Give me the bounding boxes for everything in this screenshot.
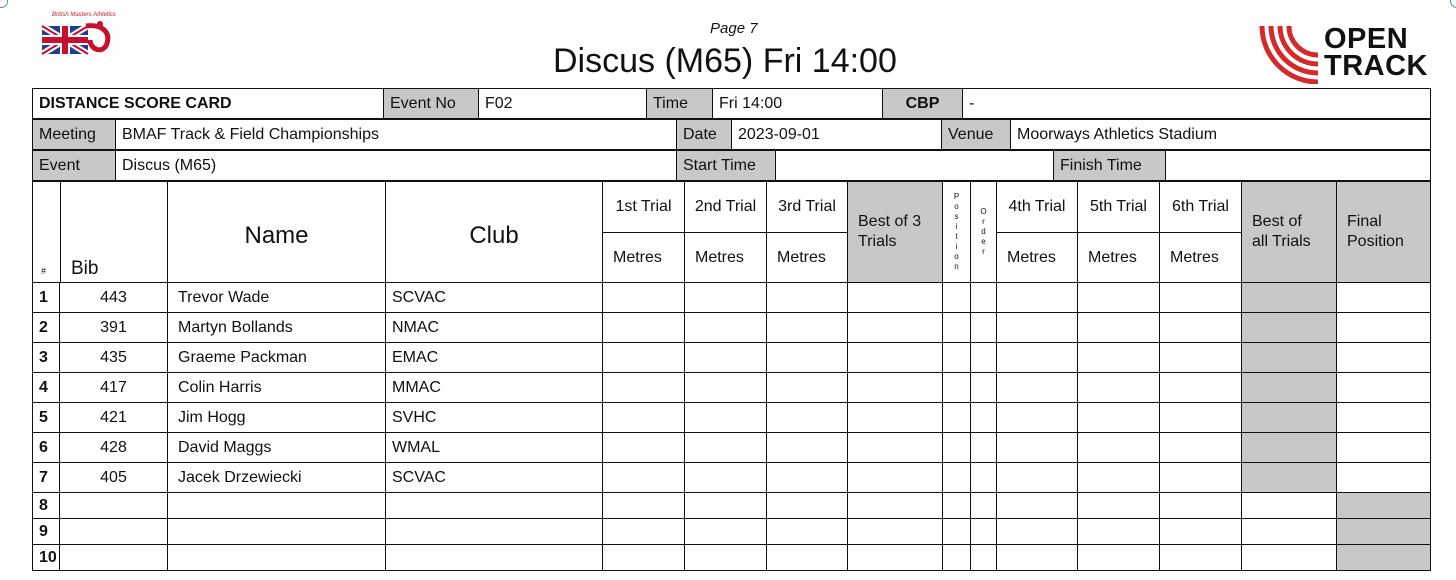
date-value: 2023-09-01 <box>732 120 942 150</box>
row-trial-1-cell <box>603 283 685 313</box>
position-header-letter: n <box>954 262 959 271</box>
trial-1-header: 1st Trial Metres <box>603 182 685 283</box>
table-row <box>33 545 1431 571</box>
row-position-cell <box>943 343 971 373</box>
row-number: 3 <box>33 343 60 373</box>
page-number: Page 7 <box>710 20 758 37</box>
order-header-letter: r <box>982 217 985 226</box>
best-of-all-header: Best of all Trials <box>1242 182 1337 283</box>
finish-time-label: Finish Time <box>1054 151 1166 181</box>
row-position-cell <box>943 545 971 571</box>
trial-4-header: 4th Trial Metres <box>997 182 1078 283</box>
row-best-of-all-cell <box>1242 519 1337 545</box>
row-trial-5-cell <box>1078 373 1160 403</box>
club-header: Club <box>386 182 603 283</box>
row-club: NMAC <box>386 313 603 343</box>
row-number: 8 <box>33 493 60 519</box>
final-position-header: Final Position <box>1337 182 1431 283</box>
best-of-3-header: Best of 3 Trials <box>848 182 943 283</box>
row-bib: 428 <box>60 433 168 463</box>
row-trial-5-cell <box>1078 463 1160 493</box>
table-row <box>33 373 1431 403</box>
row-best-of-3-cell <box>848 313 943 343</box>
trial-3-header: 3rd Trial Metres <box>767 182 848 283</box>
row-order-cell <box>971 313 997 343</box>
meeting-value: BMAF Track & Field Championships <box>116 120 677 150</box>
row-trial-1-cell <box>603 433 685 463</box>
row-trial-4-cell <box>997 313 1078 343</box>
row-best-of-all-cell <box>1242 463 1337 493</box>
row-trial-6-cell <box>1160 463 1242 493</box>
position-header-letter: t <box>955 232 958 241</box>
row-best-of-3-cell <box>848 519 943 545</box>
row-best-of-3-cell <box>848 493 943 519</box>
row-final-position-cell <box>1337 545 1431 571</box>
position-header-letter: i <box>955 242 958 251</box>
row-trial-2-cell <box>685 493 767 519</box>
row-trial-1-cell <box>603 519 685 545</box>
start-time-label: Start Time <box>677 151 776 181</box>
row-number: 10 <box>33 545 60 571</box>
row-bib <box>60 545 168 571</box>
row-trial-3-cell <box>767 373 848 403</box>
row-trial-1-cell <box>603 373 685 403</box>
time-label: Time <box>647 89 713 119</box>
order-header-letter: r <box>982 247 985 256</box>
row-trial-3-cell <box>767 463 848 493</box>
row-trial-6-cell <box>1160 373 1242 403</box>
row-trial-1-cell <box>603 493 685 519</box>
row-club <box>386 493 603 519</box>
row-position-cell <box>943 283 971 313</box>
row-position-cell <box>943 493 971 519</box>
name-header: Name <box>168 182 386 283</box>
row-trial-2-cell <box>685 403 767 433</box>
row-club: SVHC <box>386 403 603 433</box>
row-athlete-name: Colin Harris <box>168 373 386 403</box>
row-trial-5-cell <box>1078 493 1160 519</box>
row-trial-4-cell <box>997 433 1078 463</box>
row-club: SCVAC <box>386 283 603 313</box>
row-number: 1 <box>33 283 60 313</box>
row-athlete-name: Jacek Drzewiecki <box>168 463 386 493</box>
table-row <box>33 283 1431 313</box>
row-final-position-cell <box>1337 493 1431 519</box>
bmaf-logo-text: British Masters Athletics <box>52 12 116 18</box>
row-trial-5-cell <box>1078 403 1160 433</box>
row-club: EMAC <box>386 343 603 373</box>
opentrack-arc-icon <box>1256 22 1324 84</box>
row-trial-6-cell <box>1160 403 1242 433</box>
hash-bib-header <box>33 182 168 283</box>
row-final-position-cell <box>1337 433 1431 463</box>
row-trial-6-cell <box>1160 433 1242 463</box>
row-trial-2-cell <box>685 433 767 463</box>
row-trial-6-cell <box>1160 283 1242 313</box>
row-position-cell <box>943 313 971 343</box>
row-best-of-all-cell <box>1242 545 1337 571</box>
row-trial-3-cell <box>767 433 848 463</box>
row-trial-6-cell <box>1160 313 1242 343</box>
row-trial-1-cell <box>603 545 685 571</box>
finish-time-value <box>1166 151 1431 181</box>
row-bib: 443 <box>60 283 168 313</box>
row-trial-1-cell <box>603 343 685 373</box>
row-trial-2-cell <box>685 313 767 343</box>
position-header-letter: o <box>954 202 959 211</box>
row-trial-4-cell <box>997 519 1078 545</box>
date-label: Date <box>677 120 732 150</box>
row-bib: 421 <box>60 403 168 433</box>
row-best-of-3-cell <box>848 373 943 403</box>
row-athlete-name: Jim Hogg <box>168 403 386 433</box>
order-header-letter: O <box>980 207 987 216</box>
row-trial-4-cell <box>997 283 1078 313</box>
row-club <box>386 545 603 571</box>
row-position-cell <box>943 373 971 403</box>
row-final-position-cell <box>1337 373 1431 403</box>
row-position-cell <box>943 433 971 463</box>
score-card-header-row-1 <box>32 88 1431 119</box>
row-trial-1-cell <box>603 403 685 433</box>
event-no-value: F02 <box>479 89 647 119</box>
row-order-cell <box>971 545 997 571</box>
row-number: 9 <box>33 519 60 545</box>
row-number: 6 <box>33 433 60 463</box>
row-bib <box>60 519 168 545</box>
row-best-of-3-cell <box>848 283 943 313</box>
row-best-of-all-cell <box>1242 313 1337 343</box>
row-athlete-name <box>168 545 386 571</box>
row-trial-6-cell <box>1160 519 1242 545</box>
table-row <box>33 343 1431 373</box>
venue-label: Venue <box>942 120 1011 150</box>
row-bib: 417 <box>60 373 168 403</box>
row-trial-3-cell <box>767 545 848 571</box>
meeting-label: Meeting <box>33 120 116 150</box>
table-row <box>33 493 1431 519</box>
table-row <box>33 433 1431 463</box>
row-final-position-cell <box>1337 403 1431 433</box>
row-trial-5-cell <box>1078 545 1160 571</box>
row-order-cell <box>971 373 997 403</box>
row-trial-6-cell <box>1160 545 1242 571</box>
order-header <box>971 182 997 283</box>
row-trial-5-cell <box>1078 283 1160 313</box>
row-athlete-name: Martyn Bollands <box>168 313 386 343</box>
row-final-position-cell <box>1337 463 1431 493</box>
row-position-cell <box>943 519 971 545</box>
table-row <box>33 463 1431 493</box>
row-trial-3-cell <box>767 343 848 373</box>
corner-marker-left <box>0 0 8 8</box>
row-trial-5-cell <box>1078 313 1160 343</box>
table-row <box>33 519 1431 545</box>
row-order-cell <box>971 433 997 463</box>
row-best-of-all-cell <box>1242 433 1337 463</box>
corner-marker-right <box>1450 0 1456 8</box>
opentrack-logo <box>1256 22 1434 84</box>
row-trial-4-cell <box>997 545 1078 571</box>
row-best-of-all-cell <box>1242 403 1337 433</box>
row-best-of-3-cell <box>848 545 943 571</box>
opentrack-logo-word-track: TRACK <box>1324 50 1428 82</box>
row-number: 5 <box>33 403 60 433</box>
union-flag-icon <box>40 12 114 58</box>
order-header-letter: e <box>981 237 986 246</box>
position-header-letter: P <box>953 192 960 201</box>
opentrack-logo-word-open: OPEN <box>1324 23 1409 55</box>
row-athlete-name <box>168 519 386 545</box>
row-athlete-name: Graeme Packman <box>168 343 386 373</box>
row-trial-4-cell <box>997 373 1078 403</box>
row-position-cell <box>943 463 971 493</box>
row-number: 4 <box>33 373 60 403</box>
row-order-cell <box>971 343 997 373</box>
page-title: Discus (M65) Fri 14:00 <box>553 42 897 80</box>
hash-bib-divider <box>60 182 61 282</box>
table-row <box>33 403 1431 433</box>
row-order-cell <box>971 463 997 493</box>
start-time-value <box>776 151 1054 181</box>
hash-header: # <box>41 266 47 276</box>
row-order-cell <box>971 403 997 433</box>
time-value: Fri 14:00 <box>713 89 883 119</box>
row-trial-5-cell <box>1078 433 1160 463</box>
row-number: 7 <box>33 463 60 493</box>
row-athlete-name <box>168 493 386 519</box>
position-header-letter: o <box>954 252 959 261</box>
row-final-position-cell <box>1337 283 1431 313</box>
row-bib: 435 <box>60 343 168 373</box>
row-trial-5-cell <box>1078 519 1160 545</box>
position-header-letter: i <box>955 222 958 231</box>
row-trial-4-cell <box>997 403 1078 433</box>
row-order-cell <box>971 283 997 313</box>
row-best-of-all-cell <box>1242 343 1337 373</box>
row-best-of-all-cell <box>1242 373 1337 403</box>
row-best-of-3-cell <box>848 463 943 493</box>
row-trial-2-cell <box>685 519 767 545</box>
row-number: 2 <box>33 313 60 343</box>
score-card-header-row-2 <box>32 119 1431 150</box>
row-best-of-all-cell <box>1242 493 1337 519</box>
cbp-value: - <box>963 89 1431 119</box>
row-trial-2-cell <box>685 545 767 571</box>
trial-2-header: 2nd Trial Metres <box>685 182 767 283</box>
row-final-position-cell <box>1337 313 1431 343</box>
row-trial-6-cell <box>1160 493 1242 519</box>
row-trial-3-cell <box>767 313 848 343</box>
row-trial-1-cell <box>603 313 685 343</box>
row-trial-4-cell <box>997 493 1078 519</box>
row-best-of-3-cell <box>848 433 943 463</box>
event-no-label: Event No <box>384 89 479 119</box>
row-order-cell <box>971 493 997 519</box>
row-trial-3-cell <box>767 519 848 545</box>
order-header-letter: d <box>981 227 986 236</box>
row-trial-5-cell <box>1078 343 1160 373</box>
row-best-of-3-cell <box>848 403 943 433</box>
row-trial-2-cell <box>685 373 767 403</box>
row-trial-2-cell <box>685 283 767 313</box>
row-bib <box>60 493 168 519</box>
row-trial-4-cell <box>997 463 1078 493</box>
row-athlete-name: Trevor Wade <box>168 283 386 313</box>
row-trial-3-cell <box>767 493 848 519</box>
cbp-label: CBP <box>883 89 963 119</box>
row-trial-3-cell <box>767 403 848 433</box>
row-best-of-all-cell <box>1242 283 1337 313</box>
bib-header: Bib <box>71 258 99 279</box>
score-card-header-row-3 <box>32 150 1431 181</box>
table-row <box>33 313 1431 343</box>
position-header-letter: s <box>954 212 959 221</box>
card-title: DISTANCE SCORE CARD <box>33 89 384 119</box>
trial-5-header: 5th Trial Metres <box>1078 182 1160 283</box>
row-trial-3-cell <box>767 283 848 313</box>
row-order-cell <box>971 519 997 545</box>
bmaf-logo <box>40 12 114 58</box>
row-trial-6-cell <box>1160 343 1242 373</box>
row-final-position-cell <box>1337 343 1431 373</box>
row-bib: 391 <box>60 313 168 343</box>
row-club: MMAC <box>386 373 603 403</box>
venue-value: Moorways Athletics Stadium <box>1011 120 1431 150</box>
row-trial-4-cell <box>997 343 1078 373</box>
row-bib: 405 <box>60 463 168 493</box>
row-trial-2-cell <box>685 343 767 373</box>
row-club: SCVAC <box>386 463 603 493</box>
row-trial-2-cell <box>685 463 767 493</box>
row-club <box>386 519 603 545</box>
row-trial-1-cell <box>603 463 685 493</box>
event-value: Discus (M65) <box>116 151 677 181</box>
trial-6-header: 6th Trial Metres <box>1160 182 1242 283</box>
row-position-cell <box>943 403 971 433</box>
row-final-position-cell <box>1337 519 1431 545</box>
event-label: Event <box>33 151 116 181</box>
row-club: WMAL <box>386 433 603 463</box>
row-athlete-name: David Maggs <box>168 433 386 463</box>
results-grid <box>32 181 1431 571</box>
row-best-of-3-cell <box>848 343 943 373</box>
position-header <box>943 182 971 283</box>
